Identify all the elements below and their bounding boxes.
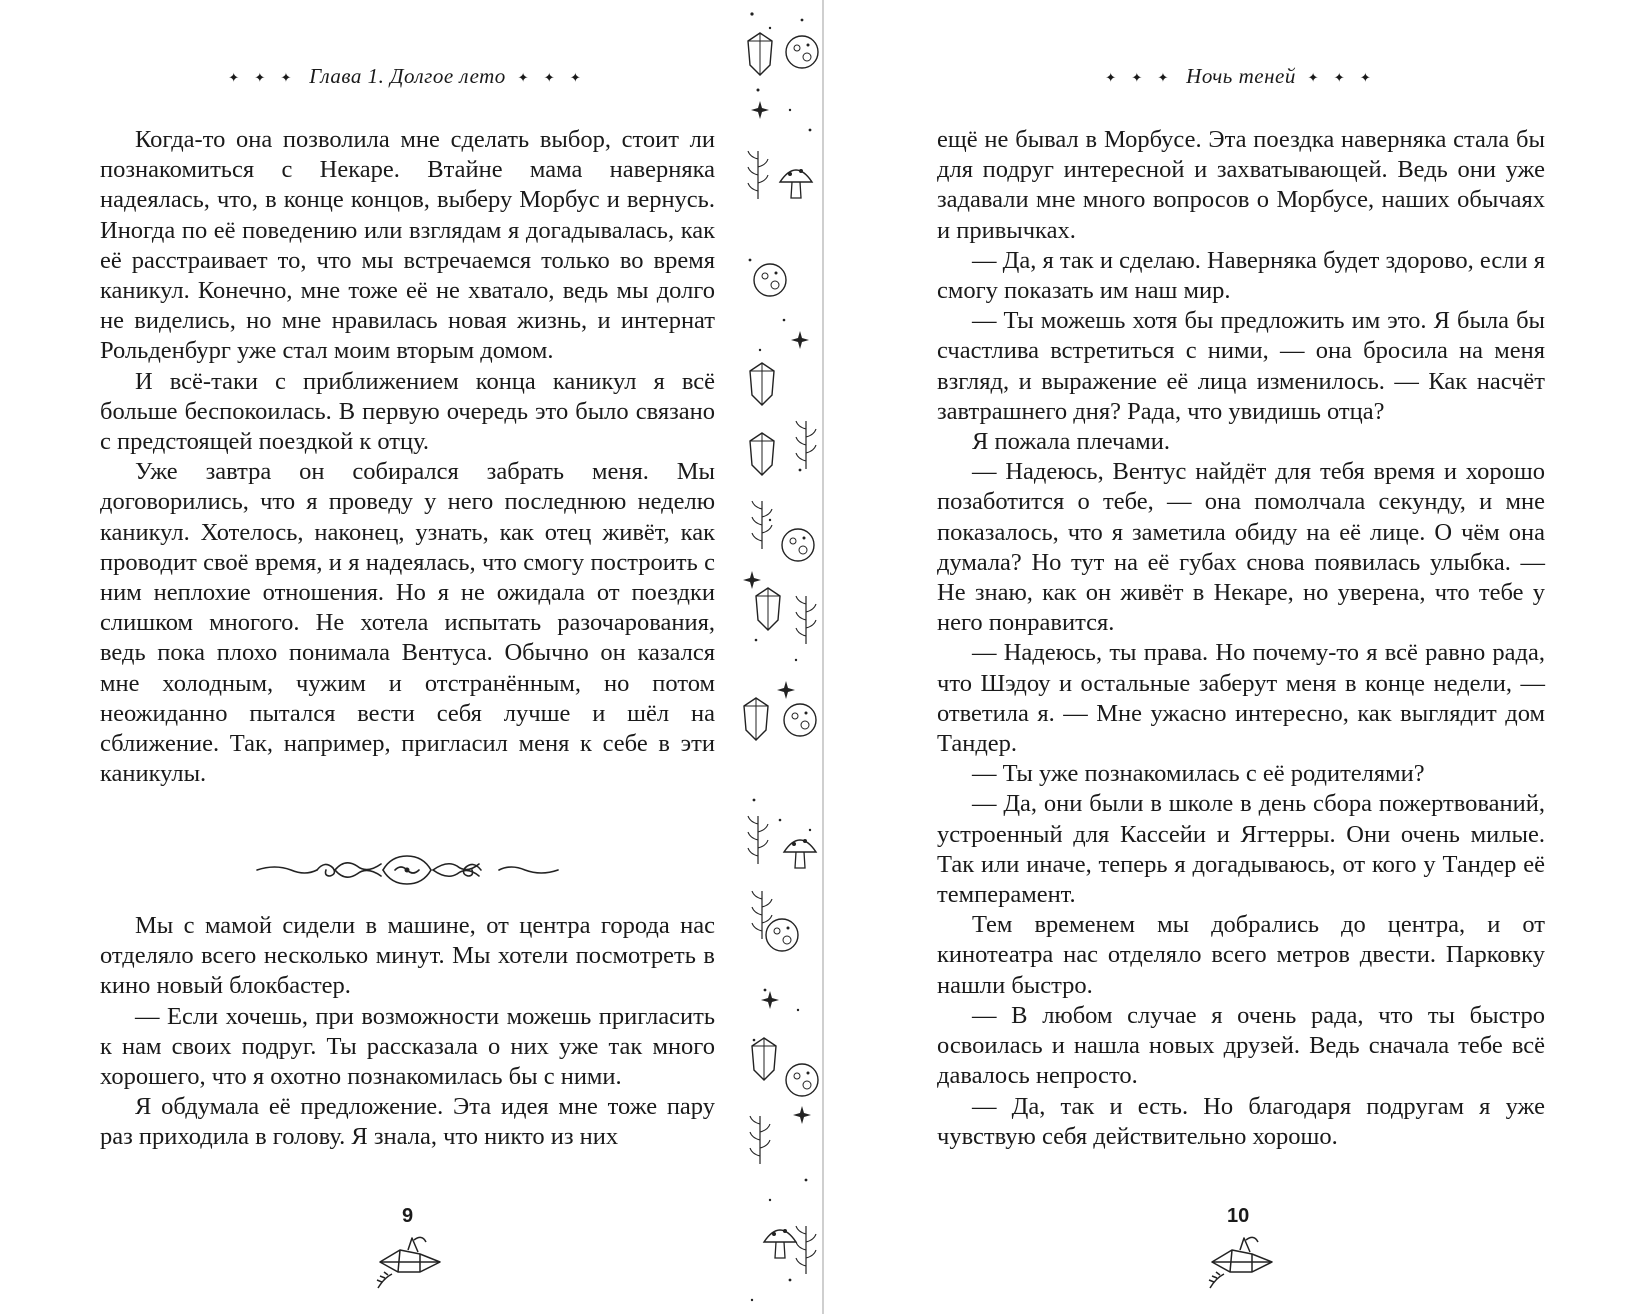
paragraph: — Да, так и есть. Но благодаря подругам я уже чувствую себя действительно хорошо. — [937, 1092, 1545, 1150]
book-title: Ночь теней — [1186, 64, 1296, 88]
paragraph-continued: ещё не бывал в Морбусе. Эта поездка наверняка стала бы для подруг интересной и захватывающей. Ведь они уже задавали мне много вопросов о Морбусе, наших обычаях и привычках. — [937, 126, 1545, 244]
chapter-title: Глава 1. Долгое лето — [309, 64, 506, 88]
body-text-before-break — [100, 125, 715, 789]
paragraph: — Да, я так и сделаю. Наверняка будет здорово, если я смогу показать им наш мир. — [937, 246, 1545, 305]
paragraph: Когда-то она позволила мне сделать выбор, стоит ли познакомиться с Некаре. Втайне мама наверняка надеялась, что, в конце концов, выберу Морбус и вернусь. Иногда по её поведению или взглядам я догадывалась, как её расстраивает то, что мы встречаемся только во время каникул. Конечно, мне тоже её не хватало, ведь мы долго не виделись, но мне нравилась новая жизнь, и интернат Рольденбург уже стал моим вторым домом. — [100, 126, 715, 365]
paragraph: — Надеюсь, Вентус найдёт для тебя время и хорошо позаботится о тебе, — она помолчала секунду, и мне показалось, что я заметила обиду на её лице. О чём она думала? Но тут на её губах снова появилась улыбка. — Не знаю, как он живёт в Некаре, но уверена, что тебе у него понравится. — [937, 458, 1545, 637]
paragraph: Уже завтра он собирался забрать меня. Мы договорились, что я проведу у него последнюю неделю каникул. Хотелось, наконец, узнать, как отец живёт, как проводит своё время, и я надеялась, что смогу построить с ним неплохие отношения. Но я не ожидала от поездки слишком многого. Не хотела испытать разочарования, ведь пока плохо понимала Вентуса. Обычно он казался мне холодным, чужим и отстранённым, но потом неожиданно пытался вести себя лучше и шёл на сближение. Так, например, пригласил меня к себе в эти каникулы. — [100, 458, 715, 788]
paragraph: — Надеюсь, ты права. Но почему-то я всё равно рада, что Шэдоу и остальные заберут меня в конце недели, — ответила я. — Мне ужасно интересно, как выглядит дом Тандер. — [937, 639, 1545, 758]
paragraph: Мы с мамой сидели в машине, от центра города нас отделяло всего несколько минут. Мы хотели посмотреть в кино новый блокбастер. — [100, 912, 715, 1000]
running-head-left — [100, 64, 715, 89]
scroll-flourish-icon — [255, 850, 560, 890]
paragraph: — Ты уже познакомилась с её родителями? — [972, 760, 1425, 788]
body-text-after-break — [100, 911, 715, 1153]
left-page — [0, 0, 740, 1314]
running-head-ornament: ✦ ✦ ✦ — [228, 70, 298, 86]
paragraph: Я пожала плечами. — [972, 428, 1170, 456]
crystal-cluster-icon — [1202, 1232, 1282, 1292]
paragraph: — Если хочешь, при возможности можешь пригласить к нам своих подруг. Ты рассказала о них уже так много хорошего, что я охотно познакомилась бы с ними. — [100, 1002, 715, 1091]
body-text-right — [937, 125, 1545, 1152]
gutter-ornament-strip — [740, 0, 822, 1314]
paragraph: — В любом случае я очень рада, что ты быстро освоилась и нашла новых друзей. Ведь сначала тебе всё давалось непросто. — [937, 1001, 1545, 1090]
paragraph: Тем временем мы добрались до центра, и от кинотеатра нас отделяло всего метров двести. Парковку нашли быстро. — [937, 911, 1545, 999]
running-head-ornament: ✦ ✦ ✦ — [1307, 70, 1377, 86]
crystal-cluster-icon — [370, 1232, 450, 1292]
paragraph: — Да, они были в школе в день сбора пожертвований, устроенный для Кассейи и Ягтерры. Они очень милые. Так или иначе, теперь я догадываюсь, от кого у Тандер её темперамент. — [937, 790, 1545, 909]
running-head-right — [937, 64, 1545, 89]
running-head-ornament: ✦ ✦ ✦ — [1105, 70, 1175, 86]
page-number: 10 — [1227, 1205, 1250, 1227]
paragraph: И всё-таки с приближением конца каникул я всё больше беспокоилась. В первую очередь это было связано с предстоящей поездкой к отцу. — [100, 367, 715, 456]
running-head-ornament: ✦ ✦ ✦ — [517, 70, 587, 86]
paragraph: Я обдумала её предложение. Эта идея мне тоже пару раз приходила в голову. Я знала, что никто из них — [100, 1093, 715, 1151]
right-page — [822, 0, 1642, 1314]
paragraph: — Ты можешь хотя бы предложить им это. Я была бы счастлива встретиться с ними, — она бросила на меня взгляд, и выражение её лица изменилось. — Как насчёт завтрашнего дня? Рада, что увидишь отца? — [937, 307, 1545, 425]
page-number: 9 — [402, 1205, 414, 1227]
